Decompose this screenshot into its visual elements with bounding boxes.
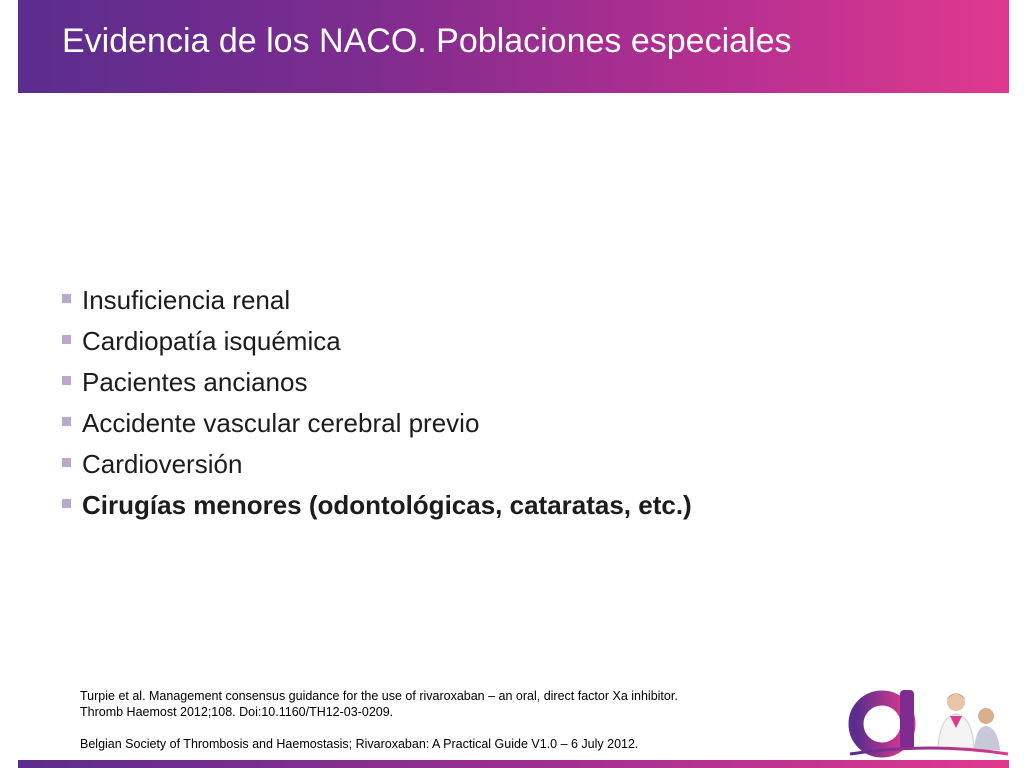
title-bar <box>18 0 1009 93</box>
references <box>80 688 820 752</box>
brand-logo <box>840 682 1010 760</box>
bullet-item <box>62 403 692 444</box>
square-bullet-icon <box>62 376 71 385</box>
square-bullet-icon <box>62 417 71 426</box>
bullet-item <box>62 444 692 485</box>
bullet-text: Pacientes ancianos <box>82 367 308 397</box>
square-bullet-icon <box>62 499 71 508</box>
square-bullet-icon <box>62 294 71 303</box>
reference-2: Belgian Society of Thrombosis and Haemostasis; Rivaroxaban: A Practical Guide V1.0 – 6 July 2012. <box>80 737 639 751</box>
square-bullet-icon <box>62 335 71 344</box>
bottom-bar <box>18 760 1009 768</box>
bullet-item <box>62 321 692 362</box>
reference-spacer <box>80 720 820 736</box>
bullet-text: Cardioversión <box>82 449 243 479</box>
logo-patient-head <box>978 708 994 724</box>
square-bullet-icon <box>62 458 71 467</box>
logo-doctor-head <box>947 693 965 711</box>
bullet-item-highlighted <box>62 485 692 526</box>
logo-patient-body <box>974 726 1000 750</box>
page-title: Evidencia de los NACO. Poblaciones especiales <box>62 22 792 60</box>
bullet-item <box>62 280 692 321</box>
bullet-item <box>62 362 692 403</box>
reference-1-line-2: Thromb Haemost 2012;108. Doi:10.1160/TH12-03-0209. <box>80 705 394 719</box>
bullet-text: Cardiopatía isquémica <box>82 326 341 356</box>
bullet-list <box>62 280 692 526</box>
logo-letter-stem <box>900 690 914 750</box>
bullet-text: Insuficiencia renal <box>82 285 291 315</box>
bullet-text: Accidente vascular cerebral previo <box>82 408 480 438</box>
reference-1-line-1: Turpie et al. Management consensus guidance for the use of rivaroxaban – an oral, direct factor Xa inhibitor. <box>80 689 678 703</box>
bullet-text: Cirugías menores (odontológicas, cataratas, etc.) <box>82 490 692 520</box>
